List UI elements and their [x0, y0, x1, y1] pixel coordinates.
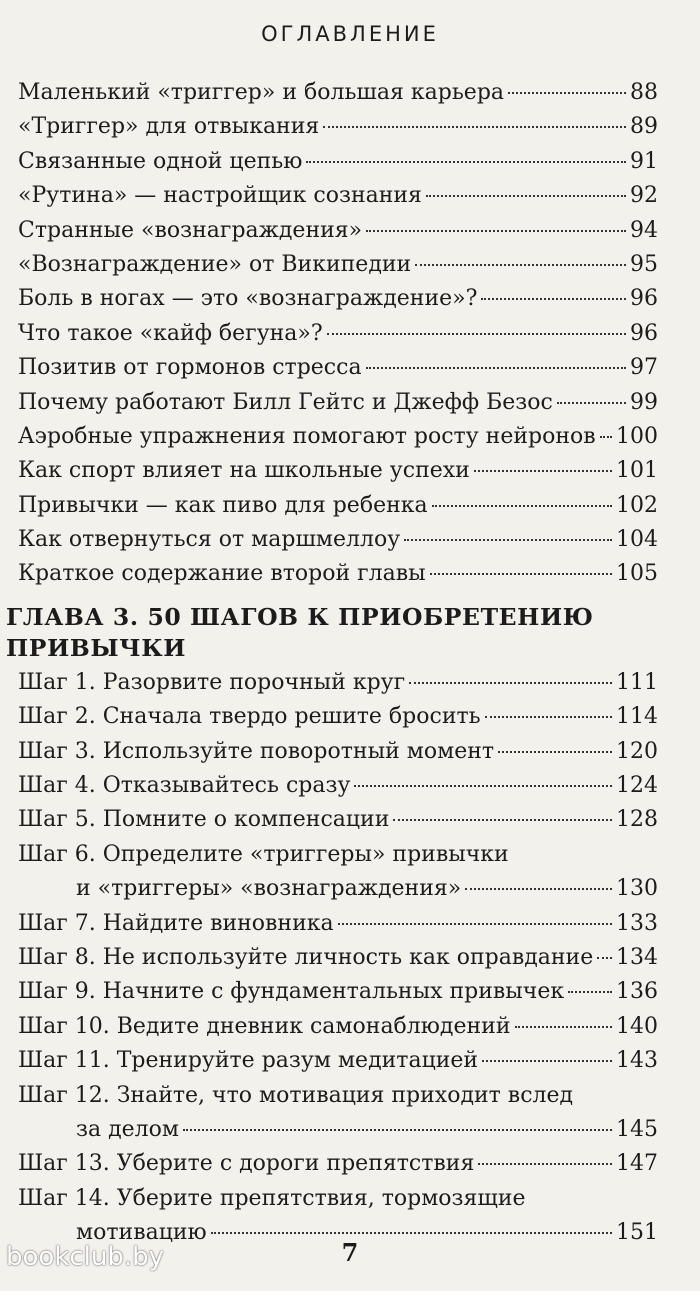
- dot-leader: [306, 161, 626, 163]
- toc-entry-title: Привычки — как пиво для ребенка: [18, 492, 428, 518]
- toc-step-title: Шаг 13. Уберите с дороги препятствия: [18, 1151, 475, 1177]
- table-of-contents: [6, 80, 658, 1255]
- toc-entry: [18, 493, 658, 527]
- toc-entry-page: 99: [630, 389, 658, 415]
- dot-leader: [515, 1026, 613, 1028]
- toc-entry-title: «Триггер» для отвыкания: [18, 114, 320, 140]
- toc-step: [18, 1151, 658, 1185]
- toc-step-line1: Шаг 12. Знайте, что мотивация приходит вслед: [18, 1082, 574, 1108]
- dot-leader: [474, 470, 612, 472]
- watermark: bookclub.by: [6, 1242, 165, 1272]
- toc-step: [18, 1014, 658, 1048]
- toc-entry-page: 102: [616, 492, 658, 518]
- toc-step-page: 128: [616, 807, 658, 833]
- dot-leader: [478, 1163, 612, 1165]
- toc-step-title: Шаг 5. Помните о компенсации: [18, 807, 390, 833]
- dot-leader: [432, 505, 612, 507]
- toc-step: [18, 945, 658, 979]
- toc-step-page: 147: [616, 1151, 658, 1177]
- toc-entry: [18, 390, 658, 424]
- toc-step-page: 124: [616, 773, 658, 799]
- dot-leader: [465, 888, 612, 890]
- dot-leader: [481, 298, 626, 300]
- dot-leader: [568, 991, 612, 993]
- toc-entry-title: Боль в ногах — это «вознаграждение»?: [18, 286, 478, 312]
- dot-leader: [404, 539, 612, 541]
- toc-entry-title: Как спорт влияет на школьные успехи: [18, 458, 470, 484]
- dot-leader: [354, 785, 612, 787]
- toc-entry: [18, 355, 658, 389]
- toc-step: [18, 1117, 658, 1151]
- toc-step-title: Шаг 2. Сначала твердо решите бросить: [18, 704, 481, 730]
- toc-entry-page: 95: [630, 251, 658, 277]
- dot-leader: [415, 264, 626, 266]
- toc-entry-page: 94: [630, 217, 658, 243]
- toc-entry-page: 101: [616, 458, 658, 484]
- toc-entry-page: 89: [630, 114, 658, 140]
- toc-entry: [18, 80, 658, 114]
- toc-step-page: 114: [616, 704, 658, 730]
- toc-step-title: Шаг 10. Ведите дневник самонаблюдений: [18, 1013, 511, 1039]
- toc-entry: [18, 252, 658, 286]
- toc-step-page: 134: [616, 944, 658, 970]
- dot-leader: [366, 367, 626, 369]
- toc-entry-page: 97: [630, 355, 658, 381]
- toc-entry-title: «Рутина» — настройщик сознания: [18, 183, 422, 209]
- toc-entry: [18, 183, 658, 217]
- toc-step-page: 140: [616, 1013, 658, 1039]
- dot-leader: [482, 1060, 612, 1062]
- toc-entry-title: «Вознаграждение» от Википедии: [18, 251, 412, 277]
- toc-entry: [18, 527, 658, 561]
- toc-step-page: 130: [616, 876, 658, 902]
- toc-step-title: Шаг 4. Отказывайтесь сразу: [18, 773, 351, 799]
- toc-entry-page: 96: [630, 320, 658, 346]
- toc-entry-page: 92: [630, 183, 658, 209]
- toc-entry: [18, 321, 658, 355]
- page-number: 7: [341, 1238, 359, 1267]
- toc-entry: [18, 218, 658, 252]
- toc-step-line1: Шаг 14. Уберите препятствия, тормозящие: [18, 1185, 526, 1211]
- dot-leader: [557, 402, 626, 404]
- toc-step-line2: за делом: [76, 1116, 180, 1142]
- toc-step: [18, 911, 658, 945]
- toc-entry-title: Как отвернуться от маршмеллоу: [18, 527, 401, 553]
- toc-step: [18, 876, 658, 910]
- toc-step-page: 133: [616, 910, 658, 936]
- toc-entry: [18, 561, 658, 595]
- dot-leader: [409, 682, 612, 684]
- chapter-heading: ГЛАВА 3. 50 ШАГОВ К ПРИОБРЕТЕНИЮ ПРИВЫЧКИ: [6, 602, 594, 662]
- toc-entry: [18, 424, 658, 458]
- toc-entry-page: 96: [630, 286, 658, 312]
- toc-step-title: Шаг 8. Не используйте личность как оправдание: [18, 944, 594, 970]
- toc-step-page: 120: [616, 738, 658, 764]
- dot-leader: [498, 751, 612, 753]
- dot-leader: [430, 573, 612, 575]
- toc-step-title: Шаг 3. Используйте поворотный момент: [18, 738, 495, 764]
- toc-step: [18, 807, 658, 841]
- toc-step-line2: мотивацию: [76, 1220, 207, 1246]
- toc-entry-title: Почему работают Билл Гейтс и Джефф Безос: [18, 389, 553, 415]
- toc-step-page: 151: [616, 1220, 658, 1246]
- toc-step-title: Шаг 9. Начните с фундаментальных привычек: [18, 979, 565, 1005]
- toc-step-page: 111: [616, 669, 658, 695]
- dot-leader: [211, 1232, 612, 1234]
- dot-leader: [597, 957, 612, 959]
- toc-step-page: 143: [616, 1048, 658, 1074]
- dot-leader: [600, 436, 612, 438]
- dot-leader: [338, 923, 612, 925]
- dot-leader: [327, 333, 626, 335]
- toc-step-title: Шаг 1. Разорвите порочный круг: [18, 669, 406, 695]
- toc-step: [18, 1048, 658, 1082]
- dot-leader: [426, 195, 626, 197]
- dot-leader: [183, 1129, 612, 1131]
- toc-step: [18, 773, 658, 807]
- toc-entry-title: Позитив от гормонов стресса: [18, 355, 362, 381]
- toc-step-page: 136: [616, 979, 658, 1005]
- dot-leader: [393, 819, 612, 821]
- toc-entry-title: Маленький «триггер» и большая карьера: [18, 80, 505, 105]
- toc-step-page: 145: [616, 1116, 658, 1142]
- toc-entry-page: 104: [616, 527, 658, 553]
- toc-entry-title: Что такое «кайф бегуна»?: [18, 320, 323, 346]
- toc-entry-title: Аэробные упражнения помогают росту нейронов: [18, 423, 596, 449]
- toc-step-title: Шаг 7. Найдите виновника: [18, 910, 334, 936]
- toc-step-line1: Шаг 6. Определите «триггеры» привычки: [18, 841, 509, 867]
- toc-entry-page: 91: [630, 148, 658, 174]
- toc-entry-page: 88: [630, 80, 658, 105]
- dot-leader: [323, 126, 626, 128]
- toc-entry: [18, 149, 658, 183]
- toc-step: [18, 670, 658, 704]
- toc-entry-page: 100: [616, 423, 658, 449]
- toc-step-title: Шаг 11. Тренируйте разум медитацией: [18, 1048, 479, 1074]
- toc-step: [18, 979, 658, 1013]
- dot-leader: [508, 92, 626, 94]
- toc-entry: [18, 286, 658, 320]
- toc-entry-title: Связанные одной цепью: [18, 148, 303, 174]
- toc-entry-title: Краткое содержание второй главы: [18, 561, 426, 587]
- toc-entry: [18, 458, 658, 492]
- toc-entry: [18, 114, 658, 148]
- dot-leader: [485, 716, 612, 718]
- toc-entry-title: Странные «вознаграждения»: [18, 217, 363, 243]
- toc-step-line2: и «триггеры» «вознаграждения»: [76, 876, 462, 902]
- toc-step: [18, 739, 658, 773]
- toc-step: [18, 704, 658, 738]
- dot-leader: [366, 230, 626, 232]
- toc-entry-page: 105: [616, 561, 658, 587]
- running-head: ОГЛАВЛЕНИЕ: [261, 22, 439, 46]
